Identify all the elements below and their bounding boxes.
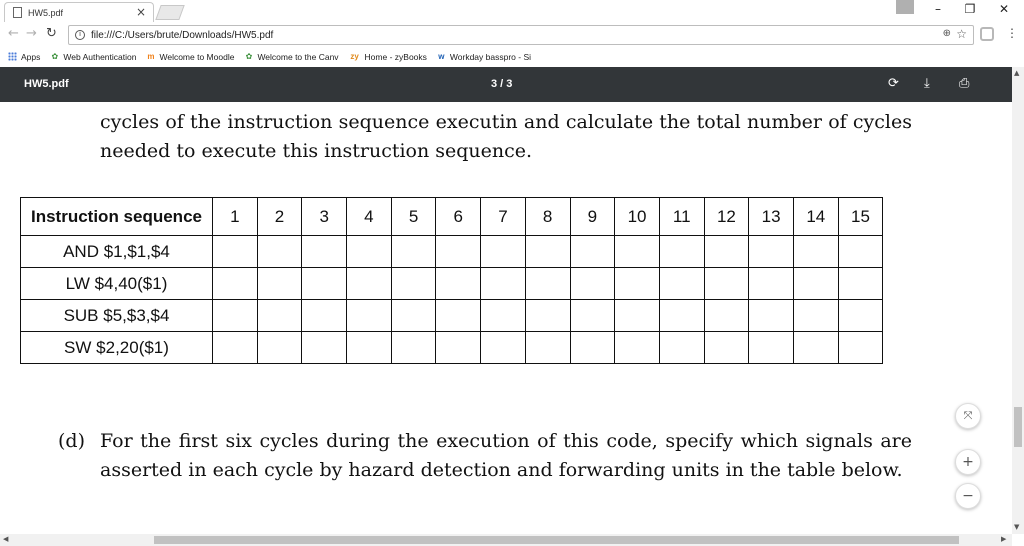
profile-icon[interactable] [896, 0, 914, 14]
minimize-button[interactable]: – [935, 2, 941, 16]
pdf-toolbar [0, 67, 1024, 102]
cycle-cell [302, 332, 347, 364]
tab-hw5[interactable] [4, 2, 154, 22]
instruction-cell: SUB $5,$3,$4 [21, 300, 213, 332]
table-row [21, 236, 883, 268]
cycle-cell [570, 300, 615, 332]
cycle-cell [570, 268, 615, 300]
cycle-header: 4 [347, 198, 392, 236]
scroll-right-icon[interactable]: ▶ [1001, 535, 1007, 543]
tab-title: HW5.pdf [28, 7, 64, 18]
restore-button[interactable]: ❐ [964, 2, 976, 16]
cycle-cell [302, 236, 347, 268]
cycle-cell [659, 300, 704, 332]
cycle-cell [257, 236, 302, 268]
pdf-filename: HW5.pdf [24, 78, 69, 90]
cycle-cell [704, 300, 749, 332]
globe-leaf-icon: ✿ [245, 52, 253, 61]
cycle-cell [213, 332, 258, 364]
cycle-header: 1 [213, 198, 258, 236]
cycle-header: 8 [525, 198, 570, 236]
cycle-cell [213, 300, 258, 332]
forward-arrow-icon[interactable]: → [26, 26, 37, 41]
cycle-header: 11 [659, 198, 704, 236]
table-header-instruction: Instruction sequence [21, 198, 213, 236]
cycle-cell [525, 236, 570, 268]
vertical-scrollbar[interactable] [1012, 67, 1024, 534]
cycle-header: 14 [793, 198, 838, 236]
cycle-cell [347, 300, 392, 332]
instruction-cell: LW $4,40($1) [21, 268, 213, 300]
cycle-cell [213, 236, 258, 268]
cycle-cell [347, 268, 392, 300]
cycle-cell [704, 236, 749, 268]
cycle-cell [615, 332, 660, 364]
workday-icon: w [438, 52, 445, 61]
cycle-header: 15 [838, 198, 883, 236]
cycle-cell [659, 268, 704, 300]
horizontal-scrollbar[interactable] [0, 534, 1012, 546]
cycle-header: 13 [749, 198, 794, 236]
bookmarks-bar [0, 47, 1024, 66]
pipeline-table [20, 197, 883, 364]
url-text[interactable]: file:///C:/Users/brute/Downloads/HW5.pdf [91, 29, 274, 41]
cycle-cell [793, 268, 838, 300]
zoom-icon[interactable]: ⊕ [942, 28, 951, 39]
tab-close-icon[interactable]: × [135, 5, 146, 19]
cycle-cell [749, 236, 794, 268]
cycle-cell [838, 236, 883, 268]
extension-icon[interactable] [980, 27, 994, 41]
cycle-cell [793, 300, 838, 332]
cycle-cell [704, 332, 749, 364]
cycle-header: 6 [436, 198, 481, 236]
cycle-cell [749, 268, 794, 300]
cycle-cell [347, 332, 392, 364]
info-icon[interactable]: i [75, 30, 85, 40]
zoom-out-button[interactable]: − [955, 483, 981, 509]
cycle-header: 9 [570, 198, 615, 236]
scroll-down-icon[interactable]: ▼ [1014, 523, 1020, 531]
cycle-cell [436, 332, 481, 364]
scroll-left-icon[interactable]: ◀ [3, 535, 9, 543]
cycle-cell [659, 236, 704, 268]
bookmark-star-icon[interactable]: ☆ [956, 27, 967, 41]
cycle-cell [391, 268, 436, 300]
instruction-cell: SW $2,20($1) [21, 332, 213, 364]
cycle-header: 12 [704, 198, 749, 236]
cycle-cell [436, 300, 481, 332]
cycle-cell [525, 332, 570, 364]
page-indicator: 3 / 3 [491, 78, 513, 90]
bookmark-workday[interactable]: w Workday basspro - Si [438, 51, 532, 62]
cycle-cell [793, 236, 838, 268]
cycle-cell [615, 300, 660, 332]
cycle-cell [525, 268, 570, 300]
zybooks-icon: zy [350, 52, 359, 61]
cycle-cell [704, 268, 749, 300]
part-d-text: For the first six cycles during the execution of this code, specify which signals are asserted in each cycle by hazard detection and forwarding units in the table below. [100, 430, 912, 481]
cycle-cell [481, 268, 526, 300]
zoom-in-button[interactable]: + [955, 449, 981, 475]
cycle-cell [615, 268, 660, 300]
instruction-cell: AND $1,$1,$4 [21, 236, 213, 268]
cycle-cell [257, 268, 302, 300]
bookmark-moodle[interactable]: m Welcome to Moodle [147, 51, 235, 62]
cycle-cell [481, 236, 526, 268]
paragraph-cycles: cycles of the instruction sequence executin and calculate the total number of cycles needed to execute this instruction sequence. [100, 111, 912, 162]
cycle-header: 2 [257, 198, 302, 236]
new-tab-button[interactable] [155, 5, 184, 20]
cycle-cell [213, 268, 258, 300]
back-arrow-icon[interactable]: ← [8, 26, 19, 41]
cycle-header: 7 [481, 198, 526, 236]
table-row [21, 332, 883, 364]
cycle-cell [749, 332, 794, 364]
horizontal-scroll-thumb[interactable] [154, 536, 959, 544]
close-window-button[interactable]: ✕ [998, 2, 1010, 16]
cycle-cell [749, 300, 794, 332]
cycle-cell [615, 236, 660, 268]
document-icon [13, 7, 22, 18]
cycle-cell [481, 300, 526, 332]
cycle-header: 3 [302, 198, 347, 236]
globe-leaf-icon: ✿ [51, 52, 59, 61]
cycle-header: 5 [391, 198, 436, 236]
reload-icon[interactable]: ↻ [46, 26, 57, 41]
fit-page-button[interactable]: ⤧ [955, 403, 981, 429]
cycle-cell [838, 268, 883, 300]
cycle-cell [257, 332, 302, 364]
vertical-scroll-thumb[interactable] [1014, 407, 1022, 447]
cycle-cell [793, 332, 838, 364]
chrome-menu-icon[interactable]: ⋮ [1006, 26, 1018, 40]
cycle-cell [257, 300, 302, 332]
bookmark-web-authentication[interactable]: ✿ Web Authentication [51, 51, 137, 62]
cycle-cell [347, 236, 392, 268]
bookmark-apps[interactable]: Apps [8, 52, 40, 62]
cycle-cell [302, 300, 347, 332]
cycle-cell [302, 268, 347, 300]
moodle-icon: m [147, 52, 155, 61]
cycle-cell [838, 332, 883, 364]
rotate-icon[interactable]: ⟳ [888, 76, 899, 91]
table-row [21, 268, 883, 300]
address-bar[interactable] [68, 25, 974, 45]
cycle-cell [570, 332, 615, 364]
cycle-cell [525, 300, 570, 332]
cycle-cell [436, 268, 481, 300]
part-label: (d) [58, 430, 85, 452]
cycle-cell [391, 300, 436, 332]
table-header-row [21, 198, 883, 236]
cycle-cell [570, 236, 615, 268]
tab-strip [0, 0, 1024, 22]
scroll-up-icon[interactable]: ▲ [1014, 69, 1020, 77]
cycle-cell [391, 332, 436, 364]
cycle-cell [436, 236, 481, 268]
bookmark-zybooks[interactable]: zy Home - zyBooks [350, 51, 427, 62]
cycle-header: 10 [615, 198, 660, 236]
cycle-cell [659, 332, 704, 364]
download-icon[interactable]: ⤓ [924, 76, 930, 91]
cycle-cell [391, 236, 436, 268]
bookmark-canvas[interactable]: ✿ Welcome to the Canv [245, 51, 339, 62]
table-row [21, 300, 883, 332]
pdf-page [0, 102, 1012, 534]
print-icon[interactable]: ⎙ [959, 76, 970, 91]
cycle-cell [481, 332, 526, 364]
cycle-cell [838, 300, 883, 332]
apps-grid-icon [8, 52, 17, 61]
